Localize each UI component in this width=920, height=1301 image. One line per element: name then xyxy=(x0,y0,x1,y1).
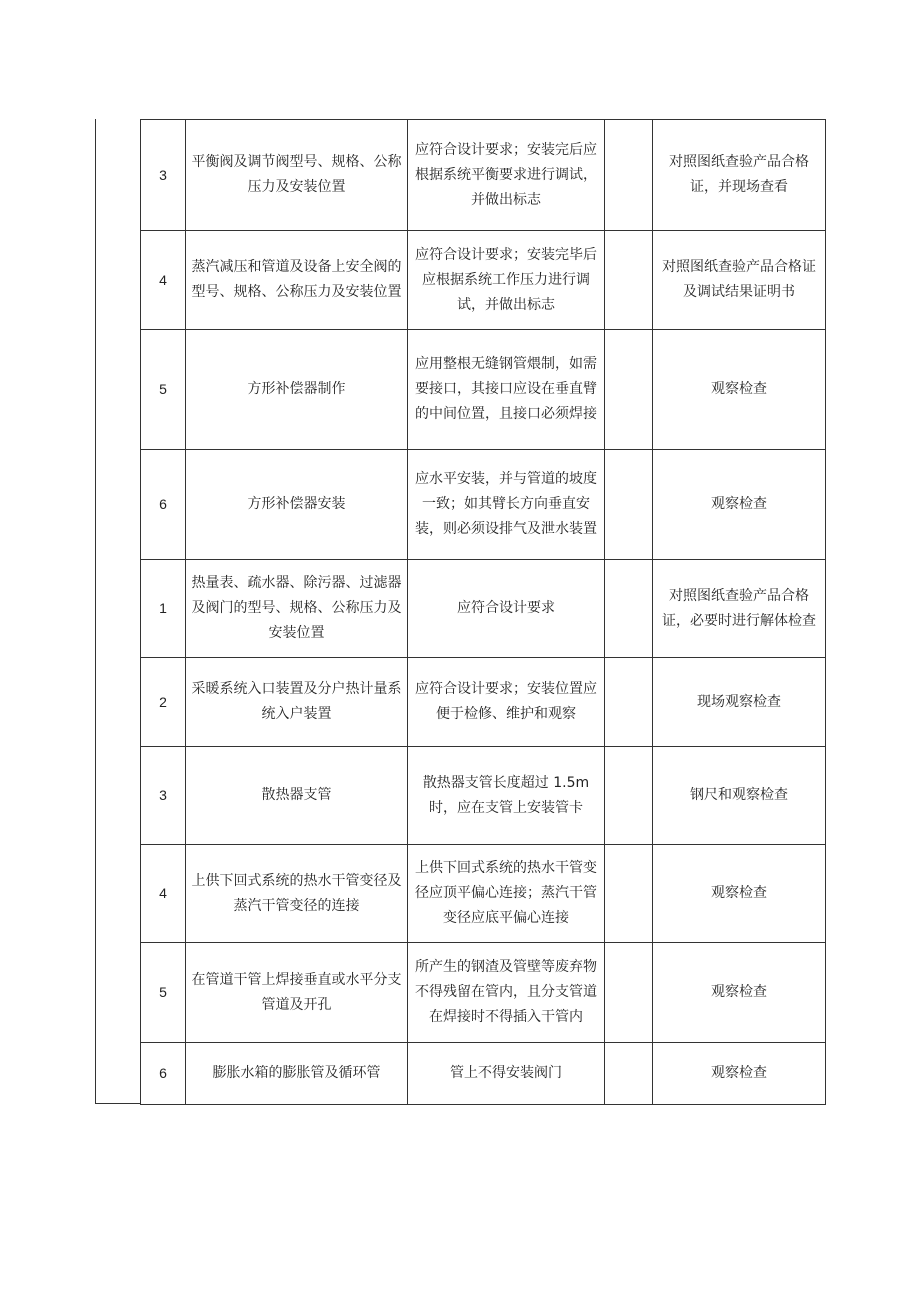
left-border-line xyxy=(95,119,96,1104)
table-row xyxy=(141,330,826,450)
inspection-item: 方形补偿器制作 xyxy=(186,330,408,450)
inspection-method: 观察检查 xyxy=(653,330,826,450)
inspection-item: 平衡阀及调节阀型号、规格、公称压力及安装位置 xyxy=(186,120,408,231)
blank-cell xyxy=(605,943,653,1043)
inspection-method: 钢尺和观察检查 xyxy=(653,747,826,845)
quality-requirement: 上供下回式系统的热水干管变径应顶平偏心连接；蒸汽干管变径应底平偏心连接 xyxy=(408,845,605,943)
quality-requirement: 管上不得安装阀门 xyxy=(408,1043,605,1105)
inspection-item: 散热器支管 xyxy=(186,747,408,845)
table-row xyxy=(141,747,826,845)
table-row xyxy=(141,120,826,231)
inspection-method: 观察检查 xyxy=(653,1043,826,1105)
blank-cell xyxy=(605,330,653,450)
quality-requirement: 应符合设计要求 xyxy=(408,560,605,658)
quality-requirement: 应符合设计要求；安装完毕后应根据系统工作压力进行调试，并做出标志 xyxy=(408,231,605,330)
inspection-method: 观察检查 xyxy=(653,845,826,943)
inspection-item: 热量表、疏水器、除污器、过滤器及阀门的型号、规格、公称压力及安装位置 xyxy=(186,560,408,658)
inspection-sheet xyxy=(95,119,825,1104)
row-number: 5 xyxy=(141,330,186,450)
quality-requirement: 应水平安装，并与管道的坡度一致；如其臂长方向垂直安装，则必须设排气及泄水装置 xyxy=(408,450,605,560)
row-number: 4 xyxy=(141,845,186,943)
row-number: 2 xyxy=(141,658,186,747)
row-number: 3 xyxy=(141,120,186,231)
row-number: 5 xyxy=(141,943,186,1043)
blank-cell xyxy=(605,845,653,943)
table-row xyxy=(141,943,826,1043)
quality-requirement: 应用整根无缝钢管煨制，如需要接口，其接口应设在垂直臂的中间位置，且接口必须焊接 xyxy=(408,330,605,450)
inspection-method: 现场观察检查 xyxy=(653,658,826,747)
quality-requirement: 散热器支管长度超过 1.5m 时，应在支管上安装管卡 xyxy=(408,747,605,845)
blank-cell xyxy=(605,747,653,845)
inspection-item: 采暖系统入口装置及分户热计量系统入户装置 xyxy=(186,658,408,747)
inspection-method: 观察检查 xyxy=(653,943,826,1043)
quality-requirement: 所产生的钢渣及管壁等废弃物不得残留在管内，且分支管道在焊接时不得插入干管内 xyxy=(408,943,605,1043)
table-row xyxy=(141,450,826,560)
inspection-method: 对照图纸查验产品合格证及调试结果证明书 xyxy=(653,231,826,330)
table-row xyxy=(141,1043,826,1105)
row-number: 1 xyxy=(141,560,186,658)
table-row xyxy=(141,658,826,747)
blank-cell xyxy=(605,1043,653,1105)
row-number: 6 xyxy=(141,450,186,560)
bottom-border-stub xyxy=(95,1103,140,1104)
blank-cell xyxy=(605,658,653,747)
inspection-item: 上供下回式系统的热水干管变径及蒸汽干管变径的连接 xyxy=(186,845,408,943)
quality-requirement: 应符合设计要求；安装完后应根据系统平衡要求进行调试，并做出标志 xyxy=(408,120,605,231)
table-row xyxy=(141,231,826,330)
inspection-method: 对照图纸查验产品合格证，必要时进行解体检查 xyxy=(653,560,826,658)
inspection-item: 膨胀水箱的膨胀管及循环管 xyxy=(186,1043,408,1105)
inspection-method: 对照图纸查验产品合格证，并现场查看 xyxy=(653,120,826,231)
row-number: 6 xyxy=(141,1043,186,1105)
blank-cell xyxy=(605,231,653,330)
table-row xyxy=(141,845,826,943)
blank-cell xyxy=(605,450,653,560)
row-number: 3 xyxy=(141,747,186,845)
inspection-item: 方形补偿器安装 xyxy=(186,450,408,560)
blank-cell xyxy=(605,560,653,658)
quality-requirement: 应符合设计要求；安装位置应便于检修、维护和观察 xyxy=(408,658,605,747)
row-number: 4 xyxy=(141,231,186,330)
blank-cell xyxy=(605,120,653,231)
inspection-item: 在管道干管上焊接垂直或水平分支管道及开孔 xyxy=(186,943,408,1043)
table-row xyxy=(141,560,826,658)
inspection-table xyxy=(140,119,826,1105)
inspection-method: 观察检查 xyxy=(653,450,826,560)
inspection-item: 蒸汽减压和管道及设备上安全阀的型号、规格、公称压力及安装位置 xyxy=(186,231,408,330)
